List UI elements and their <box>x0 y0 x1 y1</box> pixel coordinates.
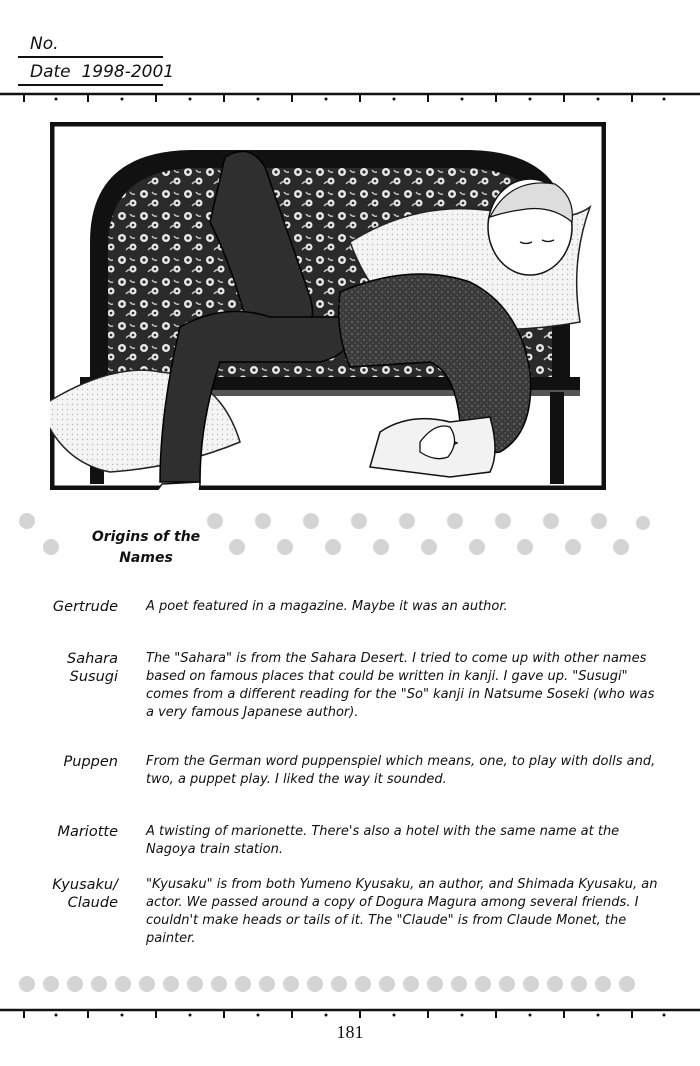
entry-description: A twisting of marionette. There's also a hotel with the same name at the Nagoya train station. <box>146 824 620 857</box>
page-number: 181 <box>336 1022 364 1042</box>
section-title-line2: Names <box>119 550 173 566</box>
section-title <box>66 527 226 569</box>
entry-name: Gertrude <box>52 599 118 615</box>
entry-name: Kyusaku/ Claude <box>52 877 118 911</box>
entry-name: Mariotte <box>57 824 118 840</box>
entry-description: "Kyusaku" is from both Yumeno Kyusaku, an author, and Shimada Kyusaku, an actor. We passed around a copy of Dogura Magura among several friends. I couldn't make heads or tails of it. The "Claude" is from Claude Monet, the painter. <box>146 877 658 946</box>
top-ruled-line <box>0 90 700 104</box>
bottom-ruled-line <box>0 1006 700 1020</box>
dotted-decorative-band-bottom <box>15 970 655 1000</box>
entry-description: A poet featured in a magazine. Maybe it was an author. <box>146 599 508 614</box>
entry-name: Sahara Susugi <box>66 651 118 685</box>
number-label: No. <box>30 34 59 54</box>
date-underline <box>18 84 163 86</box>
section-title-line1: Origins of the <box>91 529 201 545</box>
sleeping-boy-on-bench-illustration <box>50 122 606 490</box>
entry-name: Puppen <box>63 754 118 770</box>
date-label: Date 1998-2001 <box>30 62 175 82</box>
entry-description: From the German word puppenspiel which means, one, to play with dolls and, two, a puppet play. I liked the way it sounded. <box>146 754 656 787</box>
date-value: 1998-2001 <box>81 62 175 82</box>
entry-description: The "Sahara" is from the Sahara Desert. I tried to come up with other names based on famous places that could be written in kanji. I gave up. "Susugi" comes from a different reading for the "So" kanji in Natsume Soseki (who was a very famous Japanese author). <box>146 651 655 720</box>
number-underline <box>18 56 163 58</box>
